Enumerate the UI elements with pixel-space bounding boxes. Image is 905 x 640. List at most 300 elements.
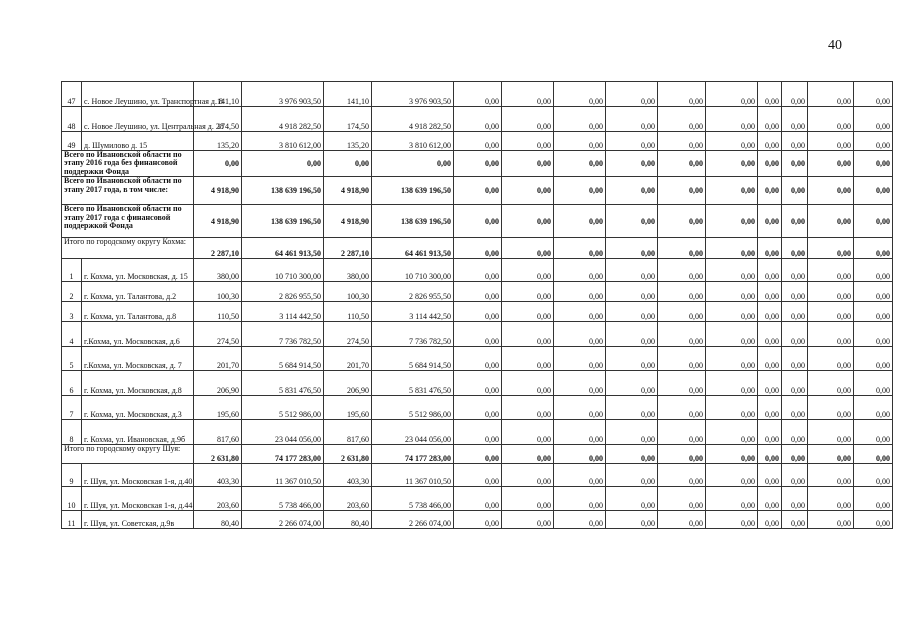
total-label: Всего по Ивановской области по этапу 2016 года без финансовой поддержки Фонда <box>62 151 194 177</box>
value-cell: 0,00 <box>372 151 454 177</box>
subtotal-row <box>62 238 893 259</box>
value-cell: 0,00 <box>502 420 554 445</box>
value-cell: 0,00 <box>454 347 502 371</box>
value-cell: 3 114 442,50 <box>372 302 454 322</box>
value-cell: 0,00 <box>554 151 606 177</box>
value-cell: 0,00 <box>658 445 706 464</box>
value-cell: 0,00 <box>454 107 502 132</box>
value-cell: 138 639 196,50 <box>372 177 454 205</box>
value-cell: 0,00 <box>454 464 502 487</box>
value-cell: 0,00 <box>454 205 502 238</box>
value-cell: 0,00 <box>658 282 706 302</box>
value-cell: 0,00 <box>854 259 893 282</box>
value-cell: 0,00 <box>782 302 808 322</box>
table-row <box>62 107 893 132</box>
value-cell: 0,00 <box>808 347 854 371</box>
value-cell: 201,70 <box>194 347 242 371</box>
value-cell: 0,00 <box>808 445 854 464</box>
value-cell: 4 918,90 <box>324 177 372 205</box>
value-cell: 0,00 <box>854 445 893 464</box>
value-cell: 0,00 <box>758 205 782 238</box>
value-cell: 0,00 <box>706 151 758 177</box>
value-cell: 0,00 <box>782 396 808 420</box>
value-cell: 0,00 <box>758 464 782 487</box>
value-cell: 0,00 <box>502 177 554 205</box>
value-cell: 0,00 <box>658 132 706 151</box>
address-cell: с. Новое Леушино, ул. Транспортная д. 8 <box>82 82 194 107</box>
value-cell: 0,00 <box>454 177 502 205</box>
table-row <box>62 396 893 420</box>
value-cell: 0,00 <box>454 132 502 151</box>
value-cell: 0,00 <box>606 371 658 396</box>
value-cell: 0,00 <box>854 205 893 238</box>
value-cell: 0,00 <box>854 487 893 511</box>
value-cell: 0,00 <box>658 487 706 511</box>
value-cell: 0,00 <box>808 464 854 487</box>
value-cell: 0,00 <box>454 420 502 445</box>
value-cell: 4 918,90 <box>324 205 372 238</box>
value-cell: 0,00 <box>502 282 554 302</box>
value-cell: 0,00 <box>606 396 658 420</box>
value-cell: 0,00 <box>854 132 893 151</box>
address-cell: г. Кохма, ул. Ивановская, д.9б <box>82 420 194 445</box>
value-cell: 5 512 986,00 <box>242 396 324 420</box>
value-cell: 0,00 <box>706 259 758 282</box>
value-cell: 0,00 <box>502 302 554 322</box>
value-cell: 0,00 <box>758 347 782 371</box>
value-cell: 2 631,80 <box>324 445 372 464</box>
value-cell: 5 684 914,50 <box>372 347 454 371</box>
address-cell: с. Новое Леушино, ул. Центральная д. 28 <box>82 107 194 132</box>
value-cell: 0,00 <box>782 347 808 371</box>
value-cell: 0,00 <box>706 420 758 445</box>
value-cell: 0,00 <box>808 371 854 396</box>
value-cell: 0,00 <box>854 371 893 396</box>
value-cell: 0,00 <box>808 396 854 420</box>
value-cell: 0,00 <box>706 445 758 464</box>
value-cell: 0,00 <box>606 132 658 151</box>
value-cell: 380,00 <box>324 259 372 282</box>
row-number: 10 <box>62 487 82 511</box>
value-cell: 0,00 <box>606 347 658 371</box>
value-cell: 135,20 <box>324 132 372 151</box>
value-cell: 0,00 <box>454 259 502 282</box>
value-cell: 380,00 <box>194 259 242 282</box>
value-cell: 141,10 <box>194 82 242 107</box>
value-cell: 5 831 476,50 <box>242 371 324 396</box>
value-cell: 0,00 <box>706 238 758 259</box>
value-cell: 0,00 <box>658 464 706 487</box>
value-cell: 0,00 <box>606 205 658 238</box>
value-cell: 0,00 <box>854 82 893 107</box>
value-cell: 0,00 <box>502 132 554 151</box>
value-cell: 0,00 <box>854 347 893 371</box>
value-cell: 0,00 <box>554 322 606 347</box>
value-cell: 0,00 <box>324 151 372 177</box>
value-cell: 203,60 <box>194 487 242 511</box>
row-number: 9 <box>62 464 82 487</box>
value-cell: 0,00 <box>554 302 606 322</box>
value-cell: 195,60 <box>194 396 242 420</box>
row-number: 11 <box>62 511 82 529</box>
table-row <box>62 420 893 445</box>
value-cell: 7 736 782,50 <box>372 322 454 347</box>
row-number: 48 <box>62 107 82 132</box>
value-cell: 0,00 <box>758 420 782 445</box>
value-cell: 0,00 <box>554 396 606 420</box>
address-cell: г. Кохма, ул. Московская, д. 15 <box>82 259 194 282</box>
value-cell: 0,00 <box>658 420 706 445</box>
row-number: 4 <box>62 322 82 347</box>
value-cell: 0,00 <box>502 445 554 464</box>
value-cell: 0,00 <box>854 322 893 347</box>
value-cell: 0,00 <box>808 151 854 177</box>
page-number: 40 <box>828 38 842 53</box>
value-cell: 0,00 <box>808 322 854 347</box>
subtotal-row <box>62 445 893 464</box>
value-cell: 0,00 <box>808 420 854 445</box>
value-cell: 0,00 <box>706 132 758 151</box>
address-cell: г. Кохма, ул. Талантова, д.2 <box>82 282 194 302</box>
value-cell: 138 639 196,50 <box>372 205 454 238</box>
value-cell: 0,00 <box>706 347 758 371</box>
value-cell: 110,50 <box>324 302 372 322</box>
value-cell: 0,00 <box>782 371 808 396</box>
value-cell: 64 461 913,50 <box>372 238 454 259</box>
table-row <box>62 259 893 282</box>
value-cell: 0,00 <box>658 511 706 529</box>
value-cell: 0,00 <box>454 396 502 420</box>
address-cell: г.Кохма, ул. Московская, д. 7 <box>82 347 194 371</box>
value-cell: 0,00 <box>854 464 893 487</box>
value-cell: 0,00 <box>554 420 606 445</box>
value-cell: 0,00 <box>782 82 808 107</box>
value-cell: 0,00 <box>502 347 554 371</box>
address-cell: г. Кохма, ул. Московская, д.3 <box>82 396 194 420</box>
value-cell: 195,60 <box>324 396 372 420</box>
row-number: 2 <box>62 282 82 302</box>
value-cell: 0,00 <box>808 302 854 322</box>
address-cell: г.Кохма, ул. Московская, д.6 <box>82 322 194 347</box>
value-cell: 0,00 <box>782 511 808 529</box>
value-cell: 11 367 010,50 <box>242 464 324 487</box>
value-cell: 3 976 903,50 <box>242 82 324 107</box>
value-cell: 0,00 <box>554 511 606 529</box>
value-cell: 0,00 <box>758 82 782 107</box>
value-cell: 274,50 <box>194 322 242 347</box>
value-cell: 3 810 612,00 <box>372 132 454 151</box>
value-cell: 110,50 <box>194 302 242 322</box>
value-cell: 0,00 <box>758 322 782 347</box>
value-cell: 0,00 <box>658 151 706 177</box>
value-cell: 0,00 <box>658 238 706 259</box>
value-cell: 0,00 <box>606 259 658 282</box>
value-cell: 5 831 476,50 <box>372 371 454 396</box>
value-cell: 138 639 196,50 <box>242 177 324 205</box>
value-cell: 0,00 <box>782 238 808 259</box>
value-cell: 0,00 <box>502 107 554 132</box>
table-row <box>62 347 893 371</box>
value-cell: 0,00 <box>808 487 854 511</box>
value-cell: 0,00 <box>554 487 606 511</box>
value-cell: 0,00 <box>808 282 854 302</box>
row-number: 5 <box>62 347 82 371</box>
value-cell: 0,00 <box>606 177 658 205</box>
value-cell: 0,00 <box>502 82 554 107</box>
value-cell: 0,00 <box>658 259 706 282</box>
value-cell: 0,00 <box>854 282 893 302</box>
value-cell: 2 287,10 <box>324 238 372 259</box>
table-row <box>62 487 893 511</box>
row-number: 49 <box>62 132 82 151</box>
address-cell: д. Шумилово д. 15 <box>82 132 194 151</box>
value-cell: 0,00 <box>502 322 554 347</box>
value-cell: 0,00 <box>706 396 758 420</box>
value-cell: 0,00 <box>502 238 554 259</box>
address-cell: г. Шуя, ул. Московская 1-я, д.44 <box>82 487 194 511</box>
table-row <box>62 322 893 347</box>
value-cell: 0,00 <box>658 107 706 132</box>
address-cell: г. Шуя, ул. Московская 1-я, д.40 <box>82 464 194 487</box>
value-cell: 3 114 442,50 <box>242 302 324 322</box>
value-cell: 0,00 <box>606 82 658 107</box>
value-cell: 0,00 <box>242 151 324 177</box>
value-cell: 0,00 <box>808 259 854 282</box>
total-row <box>62 151 893 177</box>
value-cell: 2 826 955,50 <box>372 282 454 302</box>
value-cell: 0,00 <box>782 107 808 132</box>
value-cell: 817,60 <box>324 420 372 445</box>
row-number: 3 <box>62 302 82 322</box>
value-cell: 2 287,10 <box>194 238 242 259</box>
value-cell: 0,00 <box>454 511 502 529</box>
value-cell: 7 736 782,50 <box>242 322 324 347</box>
value-cell: 0,00 <box>554 82 606 107</box>
value-cell: 0,00 <box>808 107 854 132</box>
value-cell: 2 631,80 <box>194 445 242 464</box>
table-row <box>62 132 893 151</box>
value-cell: 0,00 <box>782 132 808 151</box>
subtotal-label: Итого по городскому округу Шуя: <box>62 445 194 464</box>
total-label: Всего по Ивановской области по этапу 2017 года, в том числе: <box>62 177 194 205</box>
value-cell: 0,00 <box>758 445 782 464</box>
value-cell: 0,00 <box>854 238 893 259</box>
value-cell: 5 512 986,00 <box>372 396 454 420</box>
value-cell: 2 826 955,50 <box>242 282 324 302</box>
value-cell: 0,00 <box>554 177 606 205</box>
value-cell: 0,00 <box>658 396 706 420</box>
value-cell: 0,00 <box>854 302 893 322</box>
table-row <box>62 282 893 302</box>
value-cell: 80,40 <box>194 511 242 529</box>
value-cell: 0,00 <box>706 371 758 396</box>
value-cell: 100,30 <box>194 282 242 302</box>
value-cell: 201,70 <box>324 347 372 371</box>
value-cell: 817,60 <box>194 420 242 445</box>
value-cell: 0,00 <box>606 487 658 511</box>
value-cell: 0,00 <box>808 511 854 529</box>
value-cell: 0,00 <box>658 177 706 205</box>
value-cell: 2 266 074,00 <box>242 511 324 529</box>
value-cell: 0,00 <box>706 487 758 511</box>
value-cell: 0,00 <box>502 371 554 396</box>
value-cell: 0,00 <box>658 302 706 322</box>
value-cell: 0,00 <box>706 282 758 302</box>
value-cell: 3 810 612,00 <box>242 132 324 151</box>
value-cell: 0,00 <box>758 177 782 205</box>
value-cell: 0,00 <box>782 487 808 511</box>
value-cell: 0,00 <box>606 322 658 347</box>
value-cell: 2 266 074,00 <box>372 511 454 529</box>
value-cell: 0,00 <box>502 259 554 282</box>
value-cell: 0,00 <box>782 177 808 205</box>
value-cell: 0,00 <box>854 151 893 177</box>
value-cell: 0,00 <box>658 205 706 238</box>
value-cell: 0,00 <box>782 151 808 177</box>
table-row <box>62 82 893 107</box>
value-cell: 0,00 <box>808 238 854 259</box>
value-cell: 0,00 <box>454 487 502 511</box>
value-cell: 5 738 466,00 <box>242 487 324 511</box>
value-cell: 0,00 <box>554 205 606 238</box>
total-row <box>62 205 893 238</box>
value-cell: 23 044 056,00 <box>242 420 324 445</box>
value-cell: 0,00 <box>502 511 554 529</box>
value-cell: 0,00 <box>706 107 758 132</box>
value-cell: 0,00 <box>808 177 854 205</box>
value-cell: 0,00 <box>606 107 658 132</box>
value-cell: 0,00 <box>854 396 893 420</box>
value-cell: 0,00 <box>782 282 808 302</box>
value-cell: 0,00 <box>706 82 758 107</box>
value-cell: 0,00 <box>658 347 706 371</box>
row-number: 47 <box>62 82 82 107</box>
value-cell: 0,00 <box>454 82 502 107</box>
value-cell: 4 918 282,50 <box>242 107 324 132</box>
value-cell: 0,00 <box>658 82 706 107</box>
value-cell: 0,00 <box>706 205 758 238</box>
value-cell: 403,30 <box>324 464 372 487</box>
value-cell: 0,00 <box>758 132 782 151</box>
value-cell: 206,90 <box>194 371 242 396</box>
value-cell: 206,90 <box>324 371 372 396</box>
row-number: 7 <box>62 396 82 420</box>
value-cell: 0,00 <box>658 371 706 396</box>
value-cell: 0,00 <box>854 420 893 445</box>
value-cell: 0,00 <box>658 322 706 347</box>
value-cell: 0,00 <box>554 132 606 151</box>
value-cell: 5 738 466,00 <box>372 487 454 511</box>
value-cell: 100,30 <box>324 282 372 302</box>
value-cell: 0,00 <box>554 445 606 464</box>
value-cell: 0,00 <box>758 282 782 302</box>
value-cell: 174,50 <box>194 107 242 132</box>
value-cell: 0,00 <box>606 302 658 322</box>
value-cell: 11 367 010,50 <box>372 464 454 487</box>
value-cell: 0,00 <box>554 107 606 132</box>
value-cell: 135,20 <box>194 132 242 151</box>
value-cell: 0,00 <box>782 420 808 445</box>
value-cell: 80,40 <box>324 511 372 529</box>
value-cell: 0,00 <box>854 511 893 529</box>
value-cell: 0,00 <box>706 322 758 347</box>
value-cell: 0,00 <box>706 302 758 322</box>
value-cell: 0,00 <box>758 107 782 132</box>
total-label: Всего по Ивановской области по этапу 2017 года с финансовой поддержкой Фонда <box>62 205 194 238</box>
row-number: 1 <box>62 259 82 282</box>
table-row <box>62 371 893 396</box>
data-table <box>61 81 893 529</box>
value-cell: 0,00 <box>454 371 502 396</box>
address-cell: г. Кохма, ул. Московская, д.8 <box>82 371 194 396</box>
value-cell: 174,50 <box>324 107 372 132</box>
value-cell: 0,00 <box>554 464 606 487</box>
value-cell: 0,00 <box>502 464 554 487</box>
value-cell: 0,00 <box>706 511 758 529</box>
value-cell: 0,00 <box>758 259 782 282</box>
address-cell: г. Кохма, ул. Талантова, д.8 <box>82 302 194 322</box>
value-cell: 138 639 196,50 <box>242 205 324 238</box>
value-cell: 203,60 <box>324 487 372 511</box>
value-cell: 0,00 <box>782 445 808 464</box>
value-cell: 0,00 <box>758 238 782 259</box>
value-cell: 0,00 <box>782 205 808 238</box>
value-cell: 0,00 <box>782 464 808 487</box>
value-cell: 0,00 <box>758 511 782 529</box>
value-cell: 5 684 914,50 <box>242 347 324 371</box>
value-cell: 0,00 <box>502 396 554 420</box>
table-row <box>62 464 893 487</box>
value-cell: 0,00 <box>808 132 854 151</box>
value-cell: 0,00 <box>454 322 502 347</box>
value-cell: 0,00 <box>502 151 554 177</box>
value-cell: 0,00 <box>606 151 658 177</box>
value-cell: 0,00 <box>758 151 782 177</box>
value-cell: 274,50 <box>324 322 372 347</box>
value-cell: 4 918 282,50 <box>372 107 454 132</box>
value-cell: 4 918,90 <box>194 205 242 238</box>
value-cell: 4 918,90 <box>194 177 242 205</box>
value-cell: 0,00 <box>706 464 758 487</box>
value-cell: 0,00 <box>502 205 554 238</box>
value-cell: 0,00 <box>454 151 502 177</box>
value-cell: 3 976 903,50 <box>372 82 454 107</box>
address-cell: г. Шуя, ул. Советская, д.9в <box>82 511 194 529</box>
value-cell: 10 710 300,00 <box>372 259 454 282</box>
value-cell: 0,00 <box>854 107 893 132</box>
value-cell: 0,00 <box>606 282 658 302</box>
value-cell: 0,00 <box>758 371 782 396</box>
table-row <box>62 302 893 322</box>
value-cell: 0,00 <box>606 238 658 259</box>
value-cell: 0,00 <box>758 302 782 322</box>
value-cell: 0,00 <box>554 371 606 396</box>
value-cell: 0,00 <box>706 177 758 205</box>
row-number: 8 <box>62 420 82 445</box>
value-cell: 0,00 <box>782 322 808 347</box>
row-number: 6 <box>62 371 82 396</box>
value-cell: 0,00 <box>454 302 502 322</box>
value-cell: 141,10 <box>324 82 372 107</box>
value-cell: 0,00 <box>554 259 606 282</box>
value-cell: 74 177 283,00 <box>242 445 324 464</box>
value-cell: 10 710 300,00 <box>242 259 324 282</box>
value-cell: 403,30 <box>194 464 242 487</box>
value-cell: 74 177 283,00 <box>372 445 454 464</box>
value-cell: 0,00 <box>808 205 854 238</box>
value-cell: 0,00 <box>554 282 606 302</box>
value-cell: 0,00 <box>606 420 658 445</box>
